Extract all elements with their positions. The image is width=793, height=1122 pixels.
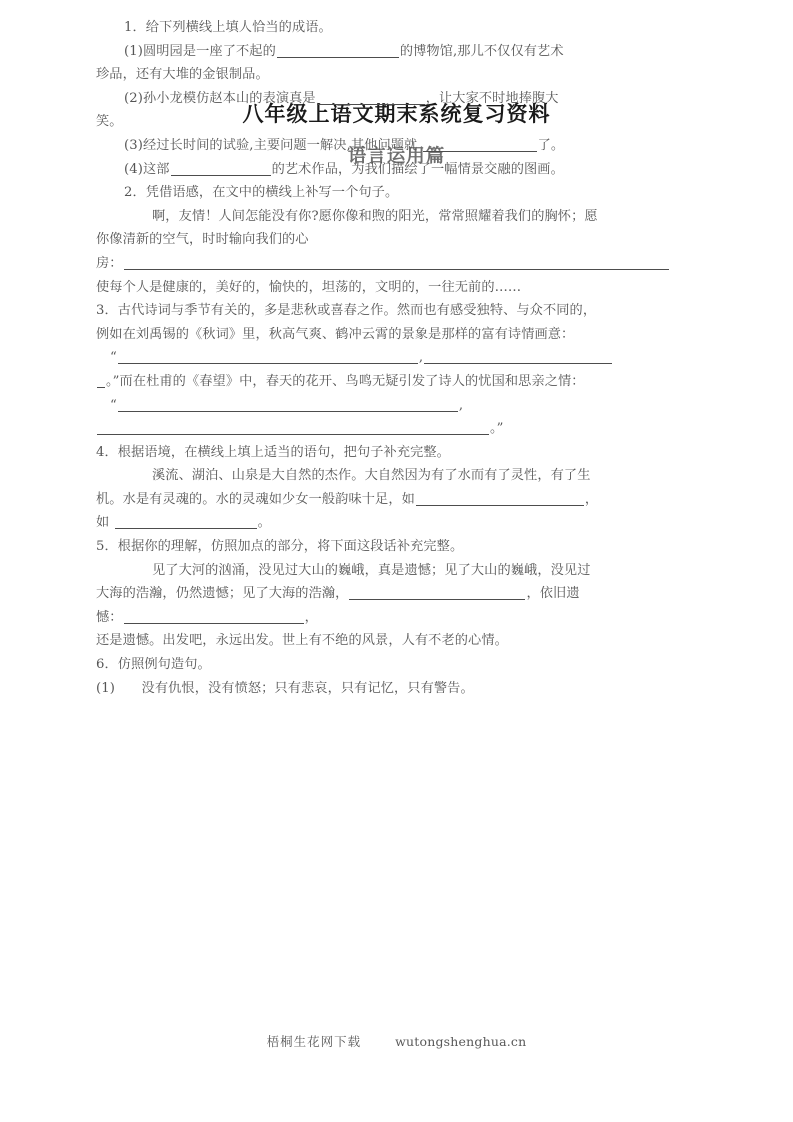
footer-site-name: 梧桐生花网下载: [266, 1034, 362, 1049]
section-5-line-1: 见了大河的汹涌，没见过大山的巍峨，真是遗憾；见了大山的巍峨，没见过: [152, 562, 591, 578]
section-2-paragraph-2: 你像清新的空气，时时输向我们的心: [96, 232, 309, 248]
item-2-text-before: (2)孙小龙模仿赵本山的表演真是: [124, 90, 316, 106]
section-3-line-1: 3．古代诗词与季节有关的，多是悲秋或喜春之作。然而也有感受独特、与众不同的，: [96, 303, 597, 319]
section-2-closing: 使每个人是健康的，美好的，愉快的，坦荡的，文明的，一往无前的……: [96, 279, 522, 295]
section-3-line-2: 例如在刘禹锡的《秋词》里，秋高气爽、鹤冲云霄的景象是那样的富有诗情画意：: [96, 326, 575, 342]
section-2-answer-line: [96, 252, 698, 276]
section-3-comma-end: ,: [458, 397, 464, 413]
section-3-comma-mid: ,: [418, 350, 424, 366]
section-4-line-3-after: 。: [257, 515, 271, 531]
quote-open-2: “: [110, 397, 117, 413]
section-4-blank-1[interactable]: [416, 491, 584, 506]
item-4-text-before: (4)这部: [124, 161, 170, 177]
section-5-heading: 5．根据你的理解，仿照加点的部分，将下面这段话补充完整。: [96, 539, 464, 555]
section-3-quote-1: [96, 346, 698, 370]
section-4-line-2-before: 机。水是有灵魂的。水的灵魂如少女一般韵味十足，如: [96, 491, 415, 507]
section-3-blank-5[interactable]: [97, 420, 489, 435]
item-4-text-after: 的艺术作品，为我们描绘了一幅情景交融的图画。: [271, 161, 564, 177]
section-5-line-4: 还是遗憾。出发吧，永远出发。世上有不绝的风景，人有不老的心情。: [96, 633, 508, 649]
item-2-text-after: ，让大家不时地捧腹大: [425, 90, 559, 106]
section-4-line-2: [96, 488, 698, 512]
section-3-blank-2[interactable]: [424, 349, 612, 364]
footer-url: wutongshenghua.cn: [395, 1034, 527, 1049]
section-2-paragraph-1: 啊，友情！人间怎能没有你?愿你像和煦的阳光，常常照耀着我们的胸怀；愿: [152, 208, 598, 224]
item-1-text-after: 的博物馆,那儿不仅仅有艺术: [399, 43, 564, 59]
item-4-blank[interactable]: [171, 161, 271, 176]
section-5-line-2: [96, 582, 698, 606]
section-3-quote-2-close: [96, 417, 698, 441]
section-3-blank-1[interactable]: [118, 349, 418, 364]
section-3-line-3: [96, 370, 698, 394]
section-1-item-1-continuation: 珍品，还有大堆的金银制品。: [96, 67, 269, 83]
section-3-blank-3[interactable]: [97, 373, 105, 388]
item-2-blank[interactable]: [317, 90, 425, 105]
section-5-line-2-before: 大海的浩瀚，仍然遗憾；见了大海的浩瀚，: [96, 586, 349, 602]
section-4-blank-2[interactable]: [115, 514, 257, 529]
page-footer: [0, 1032, 793, 1050]
item-3-text-after: 了。: [537, 137, 565, 153]
page-subtitle: 语言运用篇: [347, 146, 446, 167]
section-6: [96, 653, 698, 700]
section-1-item-1: [96, 40, 698, 64]
section-4-line-3: [96, 511, 698, 535]
page-title: 八年级上语文期末系统复习资料: [242, 101, 551, 126]
section-2-heading: 2．凭借语感，在文中的横线上补写一个句子。: [124, 185, 399, 201]
section-3-blank-4[interactable]: [118, 397, 458, 412]
section-5-line-3-after: ，: [304, 609, 318, 625]
section-1-item-3: [96, 134, 698, 158]
section-4-line-2-after: ，: [584, 491, 599, 507]
quote-open-1: “: [110, 350, 117, 366]
section-1: [96, 16, 698, 181]
item-1-text-before: (1)圆明园是一座了不起的: [124, 43, 276, 59]
section-4: [96, 441, 698, 535]
item-1-blank[interactable]: [277, 43, 399, 58]
section-5-blank-2[interactable]: [124, 609, 304, 624]
section-5-line-2-after: ，依旧遗: [526, 586, 580, 602]
section-1-heading: 1．给下列横线上填人恰当的成语。: [124, 20, 332, 35]
section-2-answer-blank[interactable]: [124, 255, 669, 270]
section-4-heading: 4．根据语境，在横线上填上适当的语句，把句子补充完整。: [96, 444, 450, 460]
section-3-line-3-text: 。”而在杜甫的《春望》中，春天的花开、鸟鸣无疑引发了诗人的忧国和思亲之情：: [106, 373, 585, 389]
section-4-line-1: 溪流、湖泊、山泉是大自然的杰作。大自然因为有了水而有了灵性，有了生: [152, 468, 591, 484]
section-1-item-2-continuation: 笑。: [96, 114, 123, 130]
section-3-quote-close: 。”: [490, 421, 504, 437]
document-body: [96, 0, 698, 700]
section-5-line-3: [96, 606, 698, 630]
section-3-quote-2: [96, 394, 698, 418]
section-5-line-3-before: 憾：: [96, 609, 123, 625]
section-6-item-1: (1) 没有仇恨，没有愤怒；只有悲哀，只有记忆，只有警告。: [96, 680, 474, 696]
section-1-item-2: [96, 87, 698, 111]
section-4-line-3-before: 如: [96, 515, 114, 531]
section-1-item-4: [96, 158, 698, 182]
section-3: [96, 299, 698, 441]
section-5-blank-1[interactable]: [349, 585, 525, 600]
section-6-heading: 6．仿照例句造句。: [96, 657, 211, 673]
section-2-answer-lead: 房：: [96, 255, 123, 271]
item-3-text-before: (3)经过长时间的试验,主要问题一解决,其他问题就: [124, 137, 422, 153]
section-5: [96, 535, 698, 653]
item-3-blank[interactable]: [423, 137, 537, 152]
section-2: [96, 181, 698, 299]
